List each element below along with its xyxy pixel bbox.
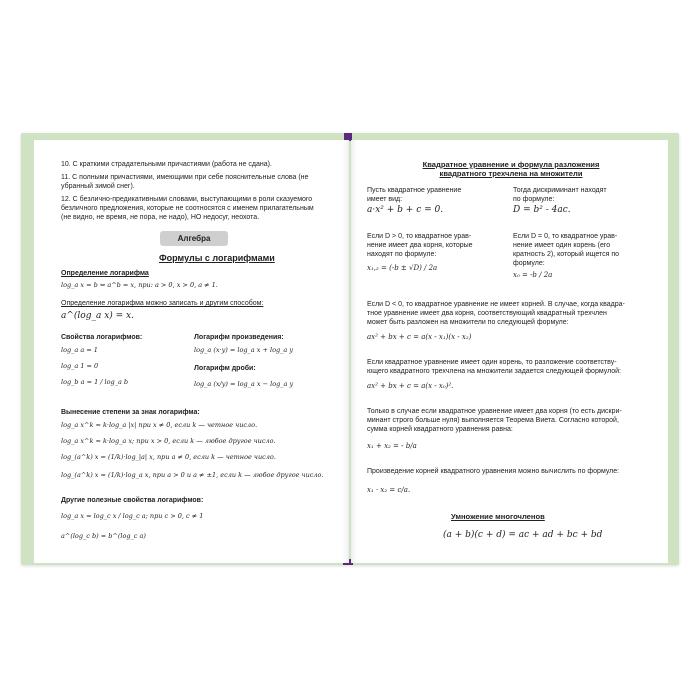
paragraph-text: Если D < 0, то квадратное уравнение не имеет корней. В случае, когда квадра- — [367, 301, 625, 308]
paragraph-text: Если квадратное уравнение имеет один корень, то разложение соответству- — [367, 359, 617, 366]
formula: log_a x^k = k·log_a |x| при x ≠ 0, если k — четное число. — [61, 421, 258, 429]
section-title: Формулы с логарифмами — [159, 253, 275, 263]
paragraph-text: по формуле: — [513, 196, 555, 203]
rule-item: 12. С безлично-предикативными словами, выступающими в роли сказуемого — [61, 196, 313, 203]
formula: ax² + bx + c = a(x - x₀)². — [367, 382, 454, 390]
paragraph-text: тное уравнение имеет два корня, соответствующий квадратный трехчлен — [367, 310, 607, 317]
formula: D = b² - 4ac. — [513, 205, 571, 215]
formula: a·x² + b + c = 0. — [367, 205, 444, 215]
formula: x₀ = -b / 2a — [513, 271, 553, 279]
rule-item: убранный зимой снег). — [61, 183, 135, 190]
paragraph-text: находят по формуле: — [367, 251, 437, 258]
subsection-text: Определение логарифма можно записать и другим способом: — [61, 300, 264, 307]
rule-item: безличного предложения, которые не соотносятся с именем прилагательным — [61, 205, 314, 212]
formula: log_a x^k = k·log_a x; при x > 0, если k — любое другое число. — [61, 437, 276, 445]
formula: log_a (x·y) = log_a x + log_a y — [194, 346, 294, 354]
rule-item: (не видно, не время, не пора, не надо), НО недосуг, неохота. — [61, 214, 260, 221]
paragraph-text: формуле: — [513, 260, 545, 267]
paragraph-text: минант строго больше нуля) выполняется Теорема Виета. Согласно которой, — [367, 417, 619, 424]
right-page — [351, 140, 668, 563]
paragraph-text: может быть разложен на множители по следующей формуле: — [367, 319, 569, 326]
paragraph-text: Пусть квадратное уравнение — [367, 187, 462, 194]
formula: x₁,₂ = (-b ± √D) / 2a — [367, 264, 438, 272]
paragraph-text: имеет вид: — [367, 196, 403, 203]
formula: x₁ + x₂ = - b/a — [367, 442, 417, 450]
formula: ax² + bx + c = a(x - x₁)(x - x₂) — [367, 333, 472, 341]
rule-item: 11. С полными причастиями, имеющими при себе пояснительные слова (не — [61, 174, 309, 181]
paragraph-text: Тогда дискриминант находят — [513, 187, 607, 194]
paragraph-text: Если D > 0, то квадратное урав- — [367, 233, 472, 240]
subsection-title: Другие полезные свойства логарифмов: — [61, 497, 204, 504]
paragraph-text: кратность 2), который ищется по — [513, 251, 620, 258]
left-page — [34, 140, 349, 563]
subsection-title: Свойства логарифмов: — [61, 334, 143, 341]
formula: log_a x = log_c x / log_c a; при c > 0, c ≠ 1 — [61, 512, 204, 520]
formula: log_(a^k) x = (1/k)·log_a x, при a > 0 и a ≠ ±1, если k — любое другое число. — [61, 471, 324, 479]
paragraph-text: Произведение корней квадратного уравнения можно вычислить по формуле: — [367, 468, 620, 475]
paragraph-text: Только в случае если квадратное уравнение имеет два корня (то есть дискри- — [367, 408, 622, 415]
paragraph-text: Если D = 0, то квадратное урав- — [513, 233, 618, 240]
subsection-title: Определение логарифма — [61, 270, 149, 277]
page-title-line2: квадратного трехчлена на множители — [439, 169, 583, 178]
formula: log_(a^k) x = (1/k)·log_|a| x, при a ≠ 0, если k — четное число. — [61, 453, 276, 461]
formula: a^(log_c b) = b^(log_c a) — [61, 532, 146, 540]
formula: a^(log_a x) = x. — [61, 311, 134, 321]
rule-item: 10. С краткими страдательными причастиями (работа не сдана). — [61, 161, 272, 168]
subsection-title: Вынесение степени за знак логарифма: — [61, 409, 200, 416]
paragraph-text: нение имеет один корень (его — [513, 242, 611, 249]
paragraph-text: сумма корней квадратного уравнения равна: — [367, 426, 513, 433]
subsection-title: Логарифм произведения: — [194, 334, 284, 341]
subsection-title: Логарифм дроби: — [194, 365, 256, 372]
formula: log_a x = b ⇔ a^b = x, при: a > 0, x > 0, a ≠ 1. — [61, 281, 218, 289]
formula: x₁ · x₂ = c/a. — [367, 486, 411, 494]
formula: (a + b)(c + d) = ac + ad + bc + bd — [443, 530, 603, 540]
formula: log_a a = 1 — [61, 346, 98, 354]
formula: log_a 1 = 0 — [61, 362, 99, 370]
paragraph-text: нение имеет два корня, которые — [367, 242, 473, 249]
section-badge: Алгебра — [160, 231, 228, 246]
page-title: Квадратное уравнение и формула разложения — [422, 160, 600, 169]
formula: log_a (x/y) = log_a x − log_a y — [194, 380, 294, 388]
formula: log_b a = 1 / log_a b — [61, 378, 129, 386]
subsection-title: Умножение многочленов — [451, 512, 545, 521]
paragraph-text: ющего квадратного трехчлена на множители задается следующей формулой: — [367, 368, 621, 375]
